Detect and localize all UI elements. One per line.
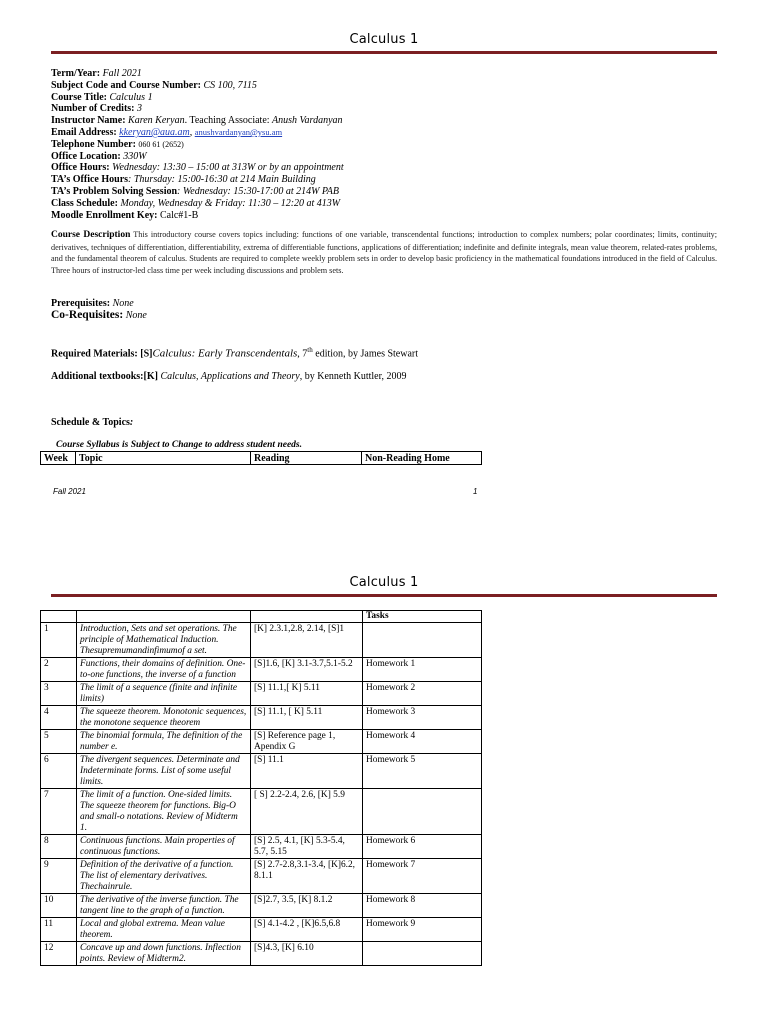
phone-label: Telephone Number: <box>51 138 136 150</box>
header-tasks: Tasks <box>363 611 482 623</box>
topic-cell: The limit of a sequence (finite and infinite limits) <box>77 682 251 706</box>
table-header-row <box>41 452 482 465</box>
coreq-label: Co-Requisites: <box>51 309 124 321</box>
reading-cell: [ S] 2.2-2.4, 2.6, [K] 5.9 <box>251 789 363 835</box>
topic-cell: The derivative of the inverse function. The tangent line to the graph of a function. <box>77 894 251 918</box>
reading-cell: [S] 11.1,[ K] 5.11 <box>251 682 363 706</box>
additional-label: Additional textbooks:[K] <box>51 371 158 382</box>
required-materials-line <box>51 346 418 359</box>
footer-page-number: 1 <box>473 487 478 496</box>
topic-cell: The squeeze theorem. Monotonic sequences, the monotone sequence theorem <box>77 706 251 730</box>
reading-cell: [K] 2.3.1,2.8, 2.14, [S]1 <box>251 623 363 658</box>
task-cell: Homework 7 <box>363 859 482 894</box>
schedule-table-header <box>40 451 482 465</box>
topic-cell: Concave up and down functions. Inflection points. Review of Midterm2. <box>77 942 251 966</box>
term-value: Fall 2021 <box>102 68 142 79</box>
header-topic: Topic <box>76 452 251 465</box>
schedule-heading-colon: : <box>129 417 134 428</box>
course-title-value: Calculus 1 <box>109 91 153 103</box>
footer-term: Fall 2021 <box>53 487 86 496</box>
task-cell <box>363 942 482 966</box>
reading-cell: [S] 11.1 <box>251 754 363 789</box>
instructor-row <box>51 115 721 127</box>
week-cell: 2 <box>41 658 77 682</box>
ta-session-label: TA’s Problem Solving Session <box>51 185 178 197</box>
class-schedule-value: Monday, Wednesday & Friday: 11:30 – 12:20 at 413W <box>120 197 341 209</box>
syllabus-note: Course Syllabus is Subject to Change to address student needs. <box>56 440 302 450</box>
task-cell: Homework 9 <box>363 918 482 942</box>
week-cell: 5 <box>41 730 77 754</box>
task-cell <box>363 623 482 658</box>
task-cell <box>363 789 482 835</box>
reading-cell: [S] 2.7-2.8,3.1-3.4, [K]6.2, 8.1.1 <box>251 859 363 894</box>
task-cell: Homework 5 <box>363 754 482 789</box>
course-title-row <box>51 92 721 104</box>
additional-textbooks-line <box>51 371 407 382</box>
table-row <box>41 859 482 894</box>
class-schedule-label: Class Schedule: <box>51 197 118 209</box>
corequisites-line <box>51 309 147 321</box>
header-reading: Reading <box>251 452 362 465</box>
topic-cell: The divergent sequences. Determinate and Indeterminate forms. List of some useful limits. <box>77 754 251 789</box>
header-week: Week <box>41 452 76 465</box>
topic-cell: Local and global extrema. Mean value theorem. <box>77 918 251 942</box>
phone-value: 060 61 (2652) <box>138 139 184 149</box>
prereq-label: Prerequisites: <box>51 298 111 309</box>
ta-value: Anush Vardanyan <box>272 115 343 127</box>
required-label: Required Materials: [S] <box>51 348 153 360</box>
ta-session-row <box>51 186 721 198</box>
course-title-label: Course Title: <box>51 91 108 103</box>
task-cell: Homework 3 <box>363 706 482 730</box>
ta-prefix: . Teaching Associate: <box>184 115 270 127</box>
table-row <box>41 894 482 918</box>
reading-cell: [S] 2.5, 4.1, [K] 5.3-5.4, 5.7, 5.15 <box>251 835 363 859</box>
header-cell-empty <box>41 611 77 623</box>
ta-office-row <box>51 174 721 186</box>
week-cell: 4 <box>41 706 77 730</box>
office-hours-row <box>51 162 721 174</box>
email-label: Email Address: <box>51 126 117 138</box>
credits-row <box>51 103 721 115</box>
course-info-block <box>51 68 721 221</box>
schedule-table <box>40 610 482 966</box>
page2-title: Calculus 1 <box>349 575 419 590</box>
header-cell-empty <box>251 611 363 623</box>
office-hours-value: Wednesday: 13:30 – 15:00 at 313W or by an appointment <box>112 162 344 174</box>
phone-row <box>51 139 721 151</box>
table-row <box>41 942 482 966</box>
moodle-label: Moodle Enrollment Key: <box>51 209 158 221</box>
reading-cell: [S] 11.1, [ K] 5.11 <box>251 706 363 730</box>
code-row <box>51 80 721 92</box>
code-value: CS 100, 7115 <box>203 79 257 91</box>
required-title: Calculus: Early Transcendentals <box>152 347 298 360</box>
task-cell: Homework 6 <box>363 835 482 859</box>
email-row <box>51 127 721 139</box>
table-row <box>41 918 482 942</box>
ta-office-label: TA’s Office Hours <box>51 174 129 186</box>
schedule-heading-label: Schedule & Topics <box>51 417 130 428</box>
task-cell: Homework 2 <box>363 682 482 706</box>
class-schedule-row <box>51 198 721 210</box>
week-cell: 1 <box>41 623 77 658</box>
description-text: This introductory course covers topics including: functions of one variable, transcendental functions; introduction to complex numbers; polar coordinates; limits, continuity; derivatives, techniques of differentiation, differentiability, extrema of differentiable functions, applications of differentiation; indefinite and definite integrals, mean value theorem, related-rates problems, and the fundamental theorem of calculus. Students are required to complete weekly problem sets in order to develop basic proficiency in the mathematical foundations introduced in the field of Calculus. Three hours of instructor-led class time per week including discussions and problem sets. <box>51 230 717 275</box>
prerequisites-line <box>51 298 134 309</box>
credits-value: 3 <box>137 103 143 115</box>
week-cell: 12 <box>41 942 77 966</box>
reading-cell: [S]2.7, 3.5, [K] 8.1.2 <box>251 894 363 918</box>
topic-cell: Definition of the derivative of a function. The list of elementary derivatives. Thechainrule. <box>77 859 251 894</box>
email-separator: , <box>189 126 193 138</box>
week-cell: 11 <box>41 918 77 942</box>
coreq-value: None <box>125 310 147 321</box>
credits-label: Number of Credits: <box>51 103 135 115</box>
table-row <box>41 789 482 835</box>
table-row <box>41 754 482 789</box>
table-row <box>41 730 482 754</box>
ta-office-value: : Thursday: 15:00-16:30 at 214 Main Building <box>128 174 316 186</box>
topic-cell: The binomial formula, The definition of the number e. <box>77 730 251 754</box>
week-cell: 7 <box>41 789 77 835</box>
office-value: 330W <box>123 150 147 162</box>
reading-cell: [S] 4.1-4.2 , [K]6.5,6.8 <box>251 918 363 942</box>
schedule-heading <box>51 417 133 428</box>
moodle-row <box>51 210 721 222</box>
table-row <box>41 658 482 682</box>
week-cell: 9 <box>41 859 77 894</box>
required-rest: edition, by James Stewart <box>312 348 419 360</box>
week-cell: 6 <box>41 754 77 789</box>
table-row <box>41 682 482 706</box>
table-row <box>41 623 482 658</box>
reading-cell: [S]1.6, [K] 3.1-3.7,5.1-5.2 <box>251 658 363 682</box>
additional-rest: , by Kenneth Kuttler, 2009 <box>299 371 407 382</box>
week-cell: 3 <box>41 682 77 706</box>
topic-cell: Functions, their domains of definition. One-to-one functions, the inverse of a function <box>77 658 251 682</box>
topic-cell: Continuous functions. Main properties of continuous functions. <box>77 835 251 859</box>
prereq-value: None <box>112 298 134 309</box>
topic-cell: Introduction, Sets and set operations. The principle of Mathematical Induction. Thesupremumandinfimumof a set. <box>77 623 251 658</box>
required-edition-sup: th <box>307 346 313 354</box>
instructor-value: Karen Keryan <box>128 115 185 127</box>
page2-title-divider <box>51 594 717 597</box>
office-row <box>51 151 721 163</box>
title-divider <box>51 51 717 54</box>
office-hours-label: Office Hours: <box>51 162 110 174</box>
table-row <box>41 706 482 730</box>
task-cell: Homework 8 <box>363 894 482 918</box>
course-description <box>51 229 717 276</box>
code-label: Subject Code and Course Number: <box>51 79 201 91</box>
email-link-1[interactable]: kkeryan@aua.am <box>119 126 190 138</box>
week-cell: 10 <box>41 894 77 918</box>
additional-title: Calculus, Applications and Theory <box>157 371 300 382</box>
term-row <box>51 68 721 80</box>
table-row <box>41 835 482 859</box>
topic-cell: The limit of a function. One-sided limits. The squeeze theorem for functions. Big-O and small-o notations. Review of Midterm 1. <box>77 789 251 835</box>
ta-session-value: : Wednesday: 15:30-17:00 at 214W PAB <box>177 185 339 197</box>
reading-cell: [S] Reference page 1, Apendix G <box>251 730 363 754</box>
task-cell: Homework 1 <box>363 658 482 682</box>
header-non-reading: Non-Reading Home <box>362 452 482 465</box>
task-cell: Homework 4 <box>363 730 482 754</box>
instructor-label: Instructor Name: <box>51 115 126 127</box>
office-label: Office Location: <box>51 150 121 162</box>
description-label: Course Description <box>51 230 131 240</box>
header-cell-empty <box>77 611 251 623</box>
moodle-value: Calc#1-B <box>159 209 199 221</box>
email-link-2[interactable]: anushvardanyan@ysu.am <box>194 126 283 137</box>
reading-cell: [S]4.3, [K] 6.10 <box>251 942 363 966</box>
table-continued-header-row <box>41 611 482 623</box>
week-cell: 8 <box>41 835 77 859</box>
page-title: Calculus 1 <box>349 32 419 47</box>
term-label: Term/Year: <box>51 68 101 79</box>
required-edition: , 7 <box>297 348 308 360</box>
